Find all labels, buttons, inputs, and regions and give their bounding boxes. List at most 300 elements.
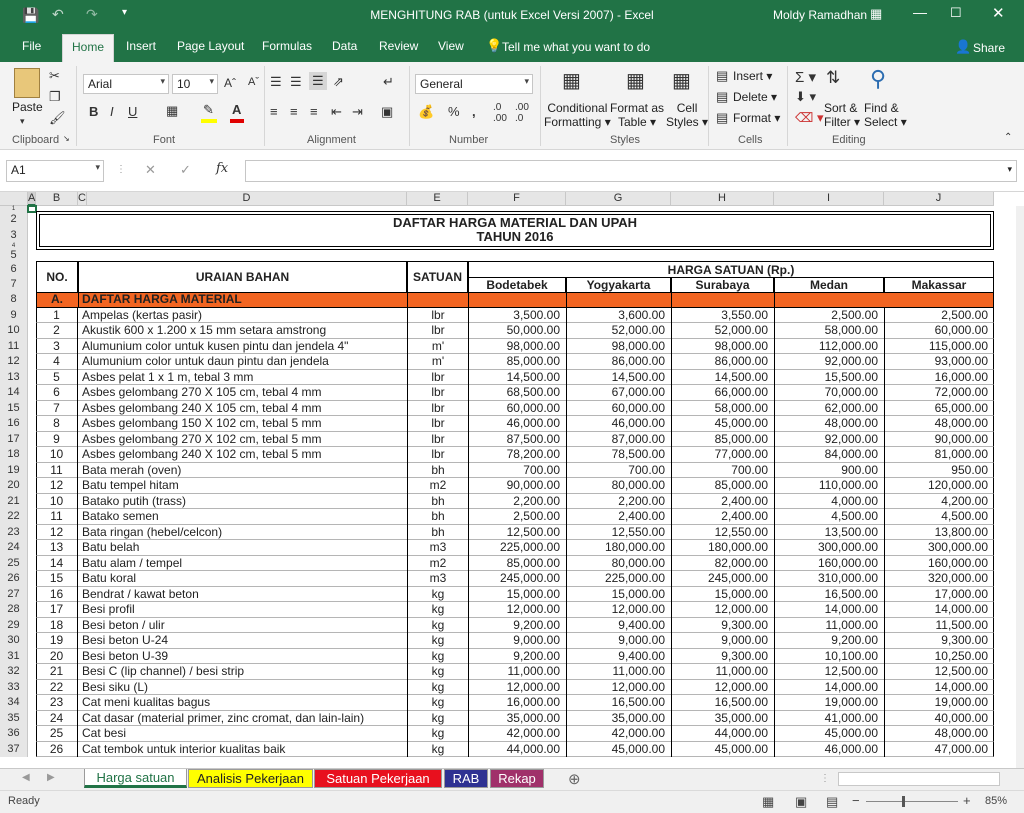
row-header[interactable]: 20 bbox=[0, 478, 28, 494]
cell-satuan[interactable]: lbr bbox=[407, 447, 468, 463]
cell-price-surabaya[interactable]: 45,000.00 bbox=[671, 416, 774, 432]
cell-price-makassar[interactable]: 950.00 bbox=[884, 463, 994, 479]
cell-price-yogyakarta[interactable]: 12,000.00 bbox=[566, 680, 671, 696]
row-header[interactable]: 37 bbox=[0, 742, 28, 758]
decrease-decimal-icon[interactable]: .00 .0 bbox=[515, 102, 529, 124]
copy-icon[interactable]: ❐ bbox=[49, 89, 61, 104]
cell-price-makassar[interactable]: 48,000.00 bbox=[884, 726, 994, 742]
cell-no[interactable]: 1 bbox=[36, 308, 78, 324]
cell-price-medan[interactable]: 45,000.00 bbox=[774, 726, 884, 742]
zoom-slider[interactable] bbox=[866, 801, 958, 802]
row-header[interactable]: 14 bbox=[0, 385, 28, 401]
row-header[interactable]: 12 bbox=[0, 354, 28, 370]
cell-no[interactable]: 16 bbox=[36, 587, 78, 603]
row-header[interactable]: 6 bbox=[0, 261, 28, 277]
cell-price-medan[interactable]: 300,000.00 bbox=[774, 540, 884, 556]
cell-price-surabaya[interactable]: 77,000.00 bbox=[671, 447, 774, 463]
cell-price-makassar[interactable]: 4,500.00 bbox=[884, 509, 994, 525]
cell-no[interactable]: 6 bbox=[36, 385, 78, 401]
cell-price-bodetabek[interactable]: 90,000.00 bbox=[468, 478, 566, 494]
insert-button[interactable]: Insert ▾ bbox=[733, 69, 773, 83]
cell-price-medan[interactable]: 10,100.00 bbox=[774, 649, 884, 665]
cell-uraian[interactable]: Bendrat / kawat beton bbox=[82, 586, 199, 601]
cell-price-yogyakarta[interactable]: 42,000.00 bbox=[566, 726, 671, 742]
cell-price-medan[interactable]: 46,000.00 bbox=[774, 742, 884, 758]
cell-no[interactable]: 25 bbox=[36, 726, 78, 742]
cell-price-surabaya[interactable]: 9,300.00 bbox=[671, 618, 774, 634]
cell-price-surabaya[interactable]: 16,500.00 bbox=[671, 695, 774, 711]
row-header[interactable]: 8 bbox=[0, 292, 28, 308]
row-header[interactable]: 35 bbox=[0, 711, 28, 727]
cell-no[interactable]: 11 bbox=[36, 509, 78, 525]
format-button[interactable]: Format ▾ bbox=[733, 111, 781, 125]
bold-icon[interactable]: B bbox=[89, 104, 99, 119]
cell-no[interactable]: 23 bbox=[36, 695, 78, 711]
cell-price-surabaya[interactable]: 66,000.00 bbox=[671, 385, 774, 401]
cell-price-surabaya[interactable]: 12,550.00 bbox=[671, 525, 774, 541]
cell-price-yogyakarta[interactable]: 16,500.00 bbox=[566, 695, 671, 711]
cell-price-yogyakarta[interactable]: 52,000.00 bbox=[566, 323, 671, 339]
row-header[interactable]: 18 bbox=[0, 447, 28, 463]
cell-satuan[interactable]: m2 bbox=[407, 478, 468, 494]
page-break-view-icon[interactable]: ▤ bbox=[826, 794, 839, 809]
cell-price-makassar[interactable]: 17,000.00 bbox=[884, 587, 994, 603]
cell-satuan[interactable]: kg bbox=[407, 742, 468, 758]
col-header-a[interactable]: A bbox=[28, 192, 36, 204]
cell-price-makassar[interactable]: 11,500.00 bbox=[884, 618, 994, 634]
increase-indent-icon[interactable]: ⇥ bbox=[352, 104, 363, 119]
header-no[interactable]: NO. bbox=[36, 261, 78, 293]
row-header[interactable]: 36 bbox=[0, 726, 28, 742]
row-header[interactable]: 24 bbox=[0, 540, 28, 556]
cell-price-yogyakarta[interactable]: 87,000.00 bbox=[566, 432, 671, 448]
page-layout-view-icon[interactable]: ▣ bbox=[795, 794, 808, 809]
cell-satuan[interactable]: bh bbox=[407, 509, 468, 525]
cell-price-medan[interactable]: 11,000.00 bbox=[774, 618, 884, 634]
cell-price-yogyakarta[interactable]: 98,000.00 bbox=[566, 339, 671, 355]
cell-price-makassar[interactable]: 120,000.00 bbox=[884, 478, 994, 494]
cell-price-bodetabek[interactable]: 2,200.00 bbox=[468, 494, 566, 510]
borders-icon[interactable]: ▦ bbox=[166, 103, 179, 118]
row-header[interactable]: 23 bbox=[0, 525, 28, 541]
row-header[interactable]: 9 bbox=[0, 308, 28, 324]
autosum-icon[interactable]: Σ ▾ bbox=[795, 69, 816, 86]
normal-view-icon[interactable]: ▦ bbox=[762, 794, 775, 809]
cell-price-bodetabek[interactable]: 12,000.00 bbox=[468, 680, 566, 696]
col-header-e[interactable]: E bbox=[407, 192, 468, 206]
col-header-f[interactable]: F bbox=[468, 192, 566, 206]
row-header[interactable]: 31 bbox=[0, 649, 28, 665]
cell-price-yogyakarta[interactable]: 9,000.00 bbox=[566, 633, 671, 649]
cut-icon[interactable]: ✂ bbox=[49, 68, 60, 83]
cell-price-surabaya[interactable]: 2,400.00 bbox=[671, 509, 774, 525]
row-header[interactable]: 17 bbox=[0, 432, 28, 448]
cell-price-surabaya[interactable]: 98,000.00 bbox=[671, 339, 774, 355]
row-header[interactable]: 13 bbox=[0, 370, 28, 386]
cell-price-makassar[interactable]: 9,300.00 bbox=[884, 633, 994, 649]
row-header[interactable]: 4 bbox=[0, 244, 28, 249]
align-middle-icon[interactable]: ☰ bbox=[290, 74, 302, 89]
cell-price-bodetabek[interactable]: 11,000.00 bbox=[468, 664, 566, 680]
align-bottom-icon[interactable]: ☰ bbox=[309, 72, 327, 90]
cell-price-yogyakarta[interactable]: 60,000.00 bbox=[566, 401, 671, 417]
cell-no[interactable]: 10 bbox=[36, 494, 78, 510]
tell-me-box[interactable]: Tell me what you want to do bbox=[502, 40, 651, 54]
cell-price-makassar[interactable]: 160,000.00 bbox=[884, 556, 994, 572]
cell-satuan[interactable]: m2 bbox=[407, 556, 468, 572]
col-header-h[interactable]: H bbox=[671, 192, 774, 206]
cell-price-makassar[interactable]: 12,500.00 bbox=[884, 664, 994, 680]
row-header[interactable]: 34 bbox=[0, 695, 28, 711]
cell-price-bodetabek[interactable]: 44,000.00 bbox=[468, 742, 566, 758]
cell-price-makassar[interactable]: 90,000.00 bbox=[884, 432, 994, 448]
header-uraian[interactable]: URAIAN BAHAN bbox=[78, 261, 407, 293]
new-sheet-icon[interactable]: ⊕ bbox=[568, 771, 581, 788]
cell-price-makassar[interactable]: 16,000.00 bbox=[884, 370, 994, 386]
cell-no[interactable]: 3 bbox=[36, 339, 78, 355]
cell-price-medan[interactable]: 112,000.00 bbox=[774, 339, 884, 355]
sheet-tab[interactable]: Rekap bbox=[490, 769, 544, 788]
cell-price-bodetabek[interactable]: 9,000.00 bbox=[468, 633, 566, 649]
cell-price-medan[interactable]: 110,000.00 bbox=[774, 478, 884, 494]
redo-icon[interactable]: ↷ bbox=[86, 6, 98, 22]
ribbon-display-icon[interactable]: ▦ bbox=[870, 6, 883, 21]
align-right-icon[interactable]: ≡ bbox=[310, 104, 318, 119]
cell-price-surabaya[interactable]: 2,400.00 bbox=[671, 494, 774, 510]
cell-price-yogyakarta[interactable]: 12,000.00 bbox=[566, 602, 671, 618]
header-city-medan[interactable]: Medan bbox=[774, 277, 884, 293]
cell-uraian[interactable]: Asbes gelombang 270 X 105 cm, tebal 4 mm bbox=[82, 385, 322, 399]
cell-uraian[interactable]: Batu koral bbox=[82, 571, 137, 585]
cell-price-surabaya[interactable]: 12,000.00 bbox=[671, 680, 774, 696]
cell-price-surabaya[interactable]: 14,500.00 bbox=[671, 370, 774, 386]
cell-price-yogyakarta[interactable]: 12,550.00 bbox=[566, 525, 671, 541]
col-header-d[interactable]: D bbox=[87, 192, 407, 206]
row-header[interactable]: 15 bbox=[0, 401, 28, 417]
cell-price-medan[interactable]: 9,200.00 bbox=[774, 633, 884, 649]
next-sheet-icon[interactable]: ▶ bbox=[47, 772, 55, 783]
cell-price-bodetabek[interactable]: 46,000.00 bbox=[468, 416, 566, 432]
cell-uraian[interactable]: Batu alam / tempel bbox=[82, 555, 183, 570]
cell-no[interactable]: 18 bbox=[36, 618, 78, 634]
cell-price-yogyakarta[interactable]: 2,400.00 bbox=[566, 509, 671, 525]
cell-uraian[interactable]: Alumunium color untuk kusen pintu dan jendela 4" bbox=[82, 338, 349, 353]
customize-qat-icon[interactable]: ▾ bbox=[122, 7, 128, 18]
cell-price-surabaya[interactable]: 52,000.00 bbox=[671, 323, 774, 339]
sheet-tab[interactable]: RAB bbox=[444, 769, 488, 788]
cell-uraian[interactable]: Besi beton U-39 bbox=[82, 648, 169, 663]
cell-price-makassar[interactable]: 65,000.00 bbox=[884, 401, 994, 417]
cell-uraian[interactable]: Batako putih (trass) bbox=[82, 493, 187, 508]
cell-price-medan[interactable]: 900.00 bbox=[774, 463, 884, 479]
col-header-j[interactable]: J bbox=[884, 192, 994, 206]
cell-satuan[interactable]: lbr bbox=[407, 416, 468, 432]
row-header[interactable]: 25 bbox=[0, 556, 28, 572]
cell-uraian[interactable]: Cat meni kualitas bagus bbox=[82, 695, 211, 709]
cell-satuan[interactable]: lbr bbox=[407, 385, 468, 401]
user-name[interactable]: Moldy Ramadhan bbox=[773, 8, 868, 22]
header-city-makassar[interactable]: Makassar bbox=[884, 277, 994, 293]
cell-price-makassar[interactable]: 47,000.00 bbox=[884, 742, 994, 758]
cell-price-medan[interactable]: 310,000.00 bbox=[774, 571, 884, 587]
cell-price-yogyakarta[interactable]: 45,000.00 bbox=[566, 742, 671, 758]
cell-satuan[interactable]: bh bbox=[407, 525, 468, 541]
cell-price-medan[interactable]: 92,000.00 bbox=[774, 432, 884, 448]
cell-satuan[interactable]: kg bbox=[407, 602, 468, 618]
cell-price-yogyakarta[interactable]: 11,000.00 bbox=[566, 664, 671, 680]
cell-uraian[interactable]: Asbes gelombang 150 X 102 cm, tebal 5 mm bbox=[82, 416, 322, 430]
clipboard-launcher-icon[interactable]: ↘ bbox=[63, 134, 70, 143]
tab-home[interactable]: Home bbox=[62, 34, 114, 62]
row-header[interactable]: 1 bbox=[0, 206, 28, 212]
cell-price-medan[interactable]: 4,000.00 bbox=[774, 494, 884, 510]
tab-formulas[interactable]: Formulas bbox=[262, 39, 313, 53]
undo-icon[interactable]: ↶ bbox=[52, 6, 64, 22]
paste-dropdown-icon[interactable]: ▾ bbox=[20, 116, 25, 126]
paste-button[interactable]: Paste bbox=[12, 100, 43, 114]
cell-price-bodetabek[interactable]: 14,500.00 bbox=[468, 370, 566, 386]
increase-decimal-icon[interactable]: .0 .00 bbox=[493, 102, 507, 124]
section-no[interactable]: A. bbox=[51, 292, 63, 306]
cell-price-yogyakarta[interactable]: 180,000.00 bbox=[566, 540, 671, 556]
row-header[interactable]: 22 bbox=[0, 509, 28, 525]
cell-uraian[interactable]: Besi siku (L) bbox=[82, 679, 149, 694]
clear-icon[interactable]: ⌫ ▾ bbox=[795, 110, 824, 125]
cell-price-makassar[interactable]: 40,000.00 bbox=[884, 711, 994, 727]
cell-satuan[interactable]: kg bbox=[407, 680, 468, 696]
cell-price-medan[interactable]: 70,000.00 bbox=[774, 385, 884, 401]
cell-price-makassar[interactable]: 10,250.00 bbox=[884, 649, 994, 665]
row-header[interactable]: 7 bbox=[0, 277, 28, 292]
cell-no[interactable]: 12 bbox=[36, 525, 78, 541]
zoom-level[interactable]: 85% bbox=[985, 795, 1008, 807]
cell-no[interactable]: 22 bbox=[36, 680, 78, 696]
cell-price-bodetabek[interactable]: 60,000.00 bbox=[468, 401, 566, 417]
row-header[interactable]: 33 bbox=[0, 680, 28, 696]
cell-price-medan[interactable]: 48,000.00 bbox=[774, 416, 884, 432]
sheet-title[interactable]: DAFTAR HARGA MATERIAL DAN UPAH bbox=[392, 215, 638, 230]
tab-review[interactable]: Review bbox=[379, 39, 419, 53]
cell-price-bodetabek[interactable]: 700.00 bbox=[468, 463, 566, 479]
cell-price-medan[interactable]: 58,000.00 bbox=[774, 323, 884, 339]
cell-price-surabaya[interactable]: 15,000.00 bbox=[671, 587, 774, 603]
cell-no[interactable]: 9 bbox=[36, 432, 78, 448]
section-name[interactable]: DAFTAR HARGA MATERIAL bbox=[82, 292, 242, 306]
cell-no[interactable]: 17 bbox=[36, 602, 78, 618]
shrink-font-icon[interactable]: Aˇ bbox=[248, 76, 259, 88]
cell-price-surabaya[interactable]: 700.00 bbox=[671, 463, 774, 479]
row-header[interactable]: 30 bbox=[0, 633, 28, 649]
cell-price-makassar[interactable]: 93,000.00 bbox=[884, 354, 994, 370]
worksheet-grid[interactable] bbox=[0, 192, 1024, 768]
align-left-icon[interactable]: ≡ bbox=[270, 104, 278, 119]
cell-price-surabaya[interactable]: 86,000.00 bbox=[671, 354, 774, 370]
row-header[interactable]: 28 bbox=[0, 602, 28, 618]
cell-uraian[interactable]: Batu belah bbox=[82, 540, 140, 554]
header-satuan[interactable]: SATUAN bbox=[407, 261, 468, 293]
cell-price-medan[interactable]: 160,000.00 bbox=[774, 556, 884, 572]
cell-price-surabaya[interactable]: 45,000.00 bbox=[671, 742, 774, 758]
col-header-b[interactable]: B bbox=[36, 192, 78, 206]
cell-price-surabaya[interactable]: 11,000.00 bbox=[671, 664, 774, 680]
accounting-format-icon[interactable]: 💰 bbox=[418, 104, 435, 119]
vertical-scrollbar[interactable] bbox=[1016, 206, 1024, 768]
cell-price-bodetabek[interactable]: 87,500.00 bbox=[468, 432, 566, 448]
cell-price-yogyakarta[interactable]: 78,500.00 bbox=[566, 447, 671, 463]
cell-price-makassar[interactable]: 48,000.00 bbox=[884, 416, 994, 432]
row-header[interactable]: 11 bbox=[0, 339, 28, 355]
cell-satuan[interactable]: lbr bbox=[407, 323, 468, 339]
cell-price-surabaya[interactable]: 3,550.00 bbox=[671, 308, 774, 324]
cell-satuan[interactable]: kg bbox=[407, 649, 468, 665]
cell-no[interactable]: 12 bbox=[36, 478, 78, 494]
cell-price-makassar[interactable]: 320,000.00 bbox=[884, 571, 994, 587]
cell-price-makassar[interactable]: 14,000.00 bbox=[884, 680, 994, 696]
col-header-c[interactable]: C bbox=[78, 192, 86, 204]
cell-satuan[interactable]: bh bbox=[407, 463, 468, 479]
zoom-slider-thumb[interactable] bbox=[902, 796, 905, 807]
header-city-surabaya[interactable]: Surabaya bbox=[671, 277, 774, 293]
cell-price-surabaya[interactable]: 12,000.00 bbox=[671, 602, 774, 618]
percent-icon[interactable]: % bbox=[448, 104, 460, 119]
cell-no[interactable]: 26 bbox=[36, 742, 78, 758]
cell-price-surabaya[interactable]: 180,000.00 bbox=[671, 540, 774, 556]
cell-satuan[interactable]: kg bbox=[407, 587, 468, 603]
cell-satuan[interactable]: m3 bbox=[407, 571, 468, 587]
cell-price-bodetabek[interactable]: 98,000.00 bbox=[468, 339, 566, 355]
cell-price-yogyakarta[interactable]: 14,500.00 bbox=[566, 370, 671, 386]
cell-no[interactable]: 10 bbox=[36, 447, 78, 463]
row-header[interactable]: 21 bbox=[0, 494, 28, 510]
row-header[interactable]: 32 bbox=[0, 664, 28, 680]
cell-price-makassar[interactable]: 72,000.00 bbox=[884, 385, 994, 401]
row-header[interactable]: 26 bbox=[0, 571, 28, 587]
cell-price-medan[interactable]: 4,500.00 bbox=[774, 509, 884, 525]
cell-price-bodetabek[interactable]: 85,000.00 bbox=[468, 354, 566, 370]
sort-filter-button[interactable]: Sort & Filter ▾ bbox=[824, 101, 861, 129]
cell-satuan[interactable]: kg bbox=[407, 711, 468, 727]
cell-price-surabaya[interactable]: 9,300.00 bbox=[671, 649, 774, 665]
zoom-in-icon[interactable]: + bbox=[963, 793, 971, 808]
cell-no[interactable]: 14 bbox=[36, 556, 78, 572]
cell-price-bodetabek[interactable]: 12,500.00 bbox=[468, 525, 566, 541]
format-painter-icon[interactable]: 🖌 bbox=[49, 110, 66, 125]
cell-price-makassar[interactable]: 300,000.00 bbox=[884, 540, 994, 556]
wrap-text-icon[interactable]: ↵ bbox=[383, 74, 394, 89]
cell-price-yogyakarta[interactable]: 86,000.00 bbox=[566, 354, 671, 370]
cell-uraian[interactable]: Cat besi bbox=[82, 726, 127, 740]
collapse-ribbon-icon[interactable]: ⌃ bbox=[1004, 132, 1013, 143]
italic-icon[interactable]: I bbox=[110, 104, 114, 119]
cell-uraian[interactable]: Batako semen bbox=[82, 509, 159, 523]
underline-icon[interactable]: U bbox=[128, 104, 138, 119]
save-icon[interactable]: 💾 bbox=[22, 7, 40, 23]
merge-center-icon[interactable]: ▣ bbox=[381, 104, 394, 119]
row-header[interactable]: 2 bbox=[0, 212, 28, 226]
cell-price-bodetabek[interactable]: 245,000.00 bbox=[468, 571, 566, 587]
cell-uraian[interactable]: Asbes gelombang 240 X 105 cm, tebal 4 mm bbox=[82, 400, 322, 415]
cell-uraian[interactable]: Bata ringan (hebel/celcon) bbox=[82, 524, 223, 539]
insert-function-icon[interactable]: fx bbox=[216, 161, 229, 176]
cell-uraian[interactable]: Cat tembok untuk interior kualitas baik bbox=[82, 741, 286, 756]
cell-no[interactable]: 4 bbox=[36, 354, 78, 370]
cell-price-makassar[interactable]: 4,200.00 bbox=[884, 494, 994, 510]
cell-price-surabaya[interactable]: 44,000.00 bbox=[671, 726, 774, 742]
cell-no[interactable]: 5 bbox=[36, 370, 78, 386]
cell-uraian[interactable]: Asbes pelat 1 x 1 m, tebal 3 mm bbox=[82, 369, 254, 384]
cell-price-surabaya[interactable]: 85,000.00 bbox=[671, 478, 774, 494]
cell-price-yogyakarta[interactable]: 67,000.00 bbox=[566, 385, 671, 401]
share-button[interactable]: Share bbox=[973, 41, 1006, 55]
header-city-yogyakarta[interactable]: Yogyakarta bbox=[566, 277, 671, 293]
cell-no[interactable]: 7 bbox=[36, 401, 78, 417]
cell-satuan[interactable]: m' bbox=[407, 339, 468, 355]
cell-price-makassar[interactable]: 115,000.00 bbox=[884, 339, 994, 355]
cell-price-surabaya[interactable]: 245,000.00 bbox=[671, 571, 774, 587]
col-header-i[interactable]: I bbox=[774, 192, 884, 206]
cell-uraian[interactable]: Besi beton U-24 bbox=[82, 633, 169, 647]
cell-no[interactable]: 13 bbox=[36, 540, 78, 556]
cell-price-surabaya[interactable]: 9,000.00 bbox=[671, 633, 774, 649]
cell-uraian[interactable]: Alumunium color untuk daun pintu dan jendela bbox=[82, 354, 329, 368]
cell-uraian[interactable]: Asbes gelombang 270 X 102 cm, tebal 5 mm bbox=[82, 431, 322, 446]
cell-price-bodetabek[interactable]: 68,500.00 bbox=[468, 385, 566, 401]
cell-price-yogyakarta[interactable]: 225,000.00 bbox=[566, 571, 671, 587]
cell-price-yogyakarta[interactable]: 700.00 bbox=[566, 463, 671, 479]
cell-uraian[interactable]: Batu tempel hitam bbox=[82, 478, 179, 492]
cell-uraian[interactable]: Ampelas (kertas pasir) bbox=[82, 307, 203, 322]
align-top-icon[interactable]: ☰ bbox=[270, 74, 282, 89]
cell-price-bodetabek[interactable]: 50,000.00 bbox=[468, 323, 566, 339]
cell-price-surabaya[interactable]: 58,000.00 bbox=[671, 401, 774, 417]
cell-no[interactable]: 21 bbox=[36, 664, 78, 680]
cell-no[interactable]: 2 bbox=[36, 323, 78, 339]
cell-uraian[interactable]: Cat dasar (material primer, zinc cromat, dan lain-lain) bbox=[82, 710, 365, 725]
cell-price-surabaya[interactable]: 82,000.00 bbox=[671, 556, 774, 572]
cell-price-bodetabek[interactable]: 78,200.00 bbox=[468, 447, 566, 463]
cell-price-bodetabek[interactable]: 2,500.00 bbox=[468, 509, 566, 525]
horizontal-scrollbar[interactable] bbox=[838, 772, 1000, 786]
cell-price-yogyakarta[interactable]: 46,000.00 bbox=[566, 416, 671, 432]
cell-price-yogyakarta[interactable]: 15,000.00 bbox=[566, 587, 671, 603]
row-header[interactable]: 29 bbox=[0, 618, 28, 634]
cell-uraian[interactable]: Akustik 600 x 1.200 x 15 mm setara amstrong bbox=[82, 323, 327, 337]
cell-price-medan[interactable]: 19,000.00 bbox=[774, 695, 884, 711]
cell-uraian[interactable]: Asbes gelombang 240 X 102 cm, tebal 5 mm bbox=[82, 447, 322, 461]
cell-satuan[interactable]: lbr bbox=[407, 401, 468, 417]
cell-price-medan[interactable]: 13,500.00 bbox=[774, 525, 884, 541]
sheet-tab[interactable]: Satuan Pekerjaan bbox=[314, 769, 442, 788]
cell-satuan[interactable]: bh bbox=[407, 494, 468, 510]
cell-satuan[interactable]: kg bbox=[407, 618, 468, 634]
font-color-icon[interactable]: A bbox=[232, 102, 242, 117]
grow-font-icon[interactable]: Aˆ bbox=[224, 76, 236, 90]
cell-price-makassar[interactable]: 19,000.00 bbox=[884, 695, 994, 711]
row-header[interactable]: 5 bbox=[0, 249, 28, 261]
cell-price-bodetabek[interactable]: 9,200.00 bbox=[468, 618, 566, 634]
prev-sheet-icon[interactable]: ◀ bbox=[22, 772, 30, 783]
header-city-bodetabek[interactable]: Bodetabek bbox=[468, 277, 566, 293]
cell-price-medan[interactable]: 62,000.00 bbox=[774, 401, 884, 417]
cell-price-surabaya[interactable]: 35,000.00 bbox=[671, 711, 774, 727]
fill-color-icon[interactable]: ✎ bbox=[203, 102, 214, 117]
maximize-icon[interactable]: ☐ bbox=[950, 5, 962, 20]
minimize-icon[interactable]: — bbox=[913, 4, 927, 20]
tab-file[interactable]: File bbox=[22, 39, 42, 53]
cell-no[interactable]: 15 bbox=[36, 571, 78, 587]
cell-price-yogyakarta[interactable]: 3,600.00 bbox=[566, 308, 671, 324]
row-header[interactable]: 16 bbox=[0, 416, 28, 432]
